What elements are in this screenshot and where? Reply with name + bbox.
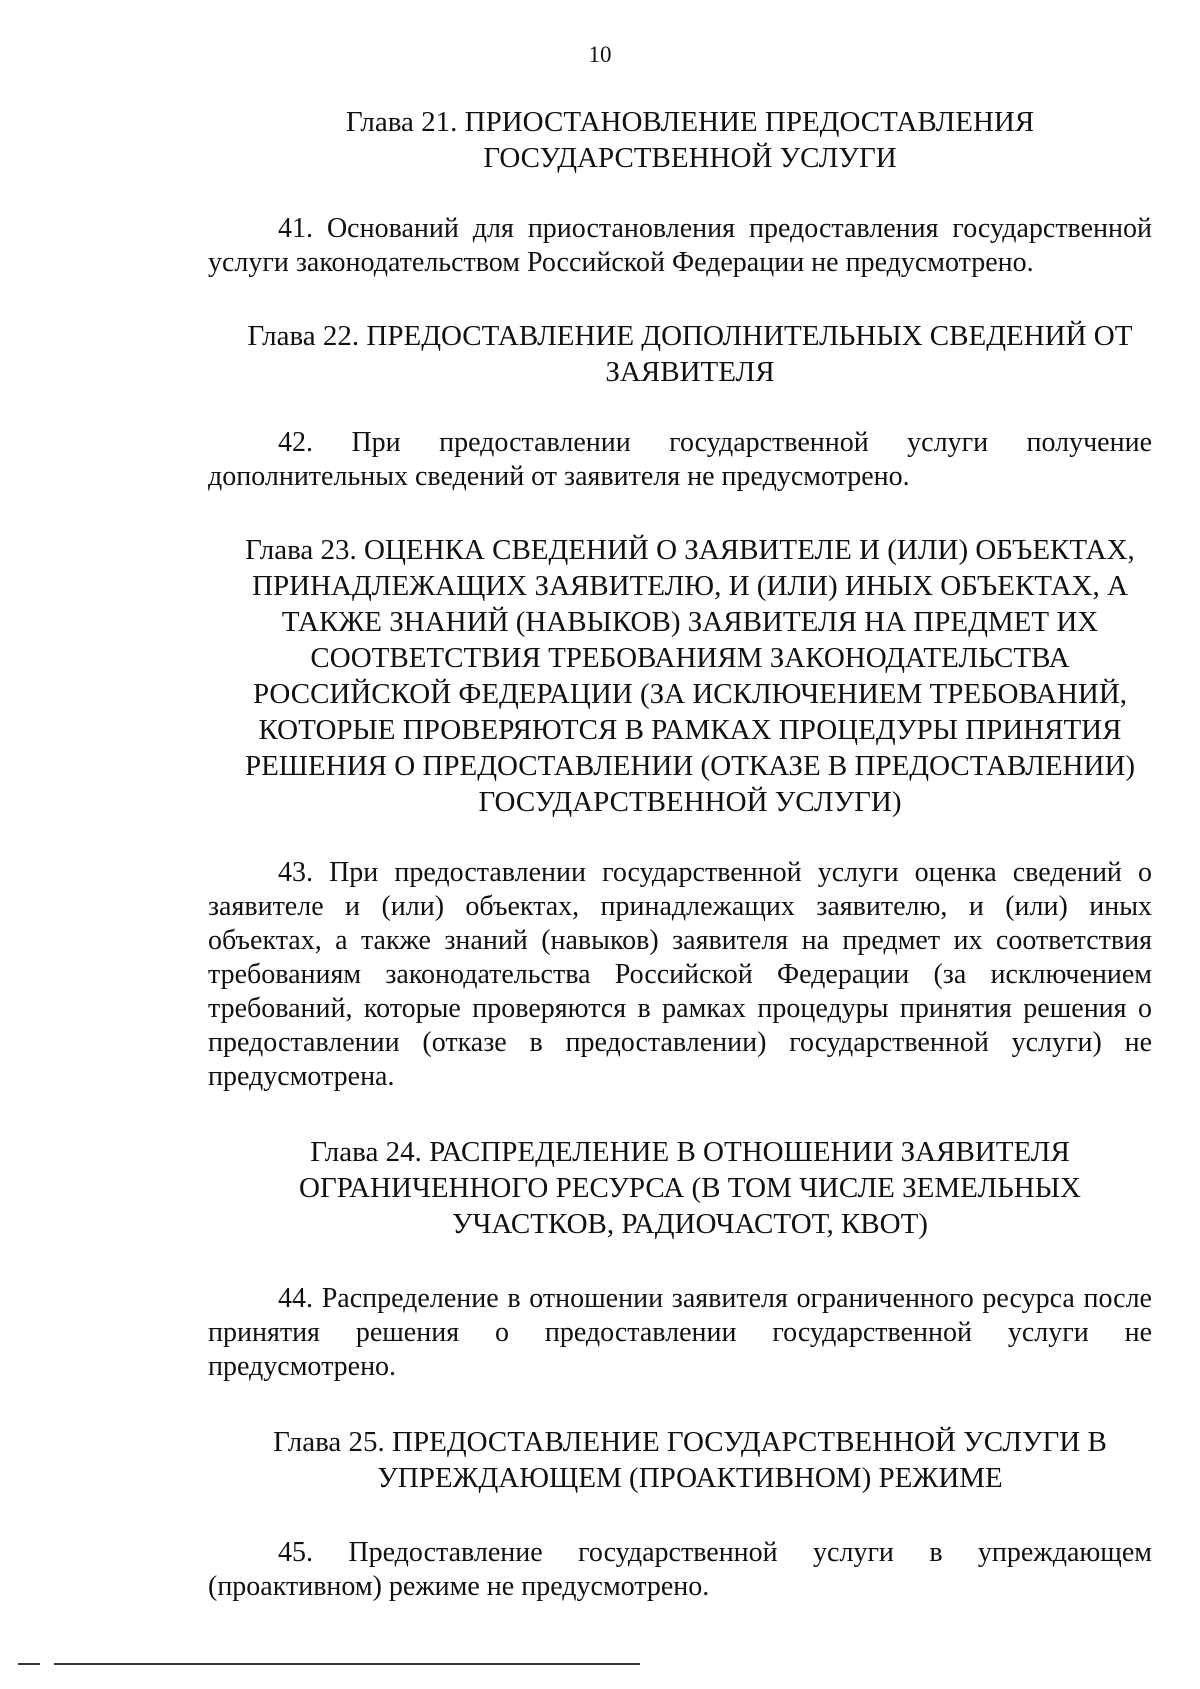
- page-number: 10: [588, 42, 612, 67]
- chapter-23-heading: Глава 23. ОЦЕНКА СВЕДЕНИЙ О ЗАЯВИТЕЛЕ И (ИЛИ) ОБЪЕКТАХ, ПРИНАДЛЕЖАЩИХ ЗАЯВИТЕЛЮ, И (ИЛИ) ИНЫХ ОБЪЕКТАХ, А ТАКЖЕ ЗНАНИЙ (НАВЫКОВ) ЗАЯВИТЕЛЯ НА ПРЕДМЕТ ИХ СООТВЕТСТВИЯ ТРЕБОВАНИЯМ ЗАКОНОДАТЕЛЬСТВА РОССИЙСКОЙ ФЕДЕРАЦИИ (ЗА ИСКЛЮЧЕНИЕМ ТРЕБОВАНИЙ, КОТОРЫЕ ПРОВЕРЯЮТСЯ В РАМКАХ ПРОЦЕДУРЫ ПРИНЯТИЯ РЕШЕНИЯ О ПРЕДОСТАВЛЕНИИ (ОТКАЗЕ В ПРЕДОСТАВЛЕНИИ) ГОСУДАРСТВЕННОЙ УСЛУГИ): [244, 534, 1136, 818]
- scan-edge-line: [0, 1663, 640, 1665]
- paragraph-43: 43. При предоставлении государственной услуги оценка сведений о заявителе и (или) объектах, принадлежащих заявителю, и (или) иных объектах, а также знаний (навыков) заявителя на предмет их соответствия требованиям законодательства Российской Федерации (за исключением требований, которые проверяются в рамках процедуры принятия решения о предоставлении (отказе в предоставлении) государственной услуги) не предусмотрена.: [208, 857, 1152, 1092]
- paragraph-42: 42. При предоставлении государственной услуги получение дополнительных сведений от заявителя не предусмотрено.: [208, 427, 1152, 492]
- paragraph-41: 41. Оснований для приостановления предоставления государственной услуги законодательством Российской Федерации не предусмотрено.: [208, 213, 1152, 278]
- chapter-21-heading: Глава 21. ПРИОСТАНОВЛЕНИЕ ПРЕДОСТАВЛЕНИЯ ГОСУДАРСТВЕННОЙ УСЛУГИ: [345, 106, 1035, 174]
- chapter-25-heading: Глава 25. ПРЕДОСТАВЛЕНИЕ ГОСУДАРСТВЕННОЙ УСЛУГИ В УПРЕЖДАЮЩЕМ (ПРОАКТИВНОМ) РЕЖИМЕ: [273, 1426, 1107, 1494]
- document-body: [208, 104, 1152, 1604]
- chapter-22-heading: Глава 22. ПРЕДОСТАВЛЕНИЕ ДОПОЛНИТЕЛЬНЫХ СВЕДЕНИЙ ОТ ЗАЯВИТЕЛЯ: [247, 320, 1133, 388]
- paragraph-44: 44. Распределение в отношении заявителя ограниченного ресурса после принятия решения о предоставлении государственной услуги не предусмотрено.: [208, 1283, 1152, 1382]
- chapter-24-heading: Глава 24. РАСПРЕДЕЛЕНИЕ В ОТНОШЕНИИ ЗАЯВИТЕЛЯ ОГРАНИЧЕННОГО РЕСУРСА (В ТОМ ЧИСЛЕ ЗЕМЕЛЬНЫХ УЧАСТКОВ, РАДИОЧАСТОТ, КВОТ): [299, 1136, 1081, 1240]
- paragraph-45: 45. Предоставление государственной услуги в упреждающем (проактивном) режиме не предусмотрено.: [208, 1537, 1152, 1602]
